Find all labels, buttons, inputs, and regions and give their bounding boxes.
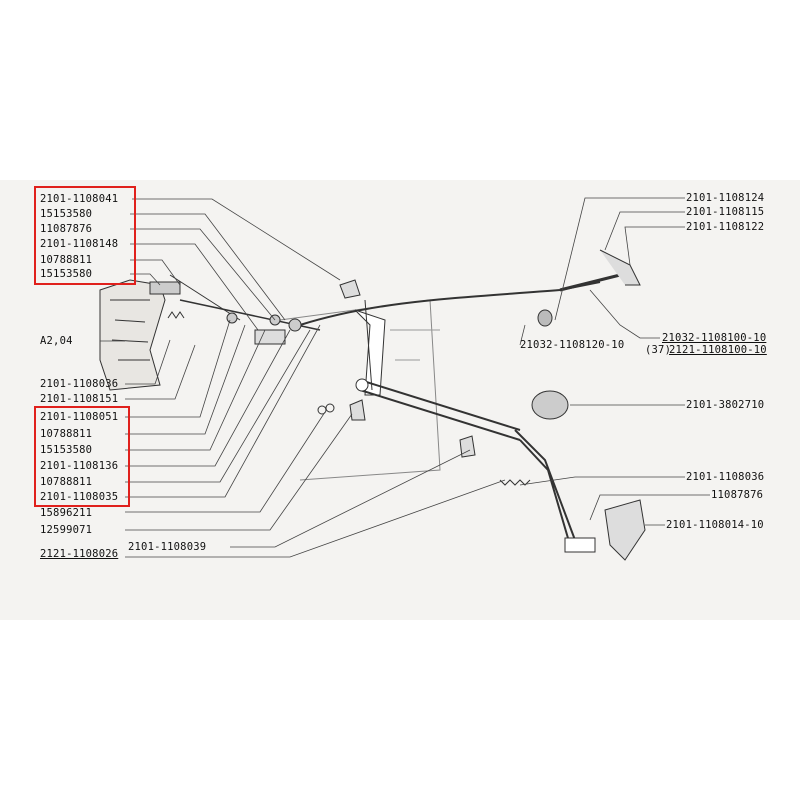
part-number-prefix: (37): [645, 344, 672, 356]
part-number-label: 15153580: [40, 268, 93, 280]
pedal-arm: [515, 430, 590, 548]
highlight-box-top: [34, 186, 136, 285]
part-number-label: 11087876: [40, 223, 93, 235]
part-number-label: 2101-1108151: [40, 393, 119, 405]
part-number-label: 2101-1108124: [686, 192, 765, 204]
grommet: [532, 391, 568, 419]
part-number-label: 10788811: [40, 428, 93, 440]
part-number-label: 10788811: [40, 254, 93, 266]
part-number-label: 12599071: [40, 524, 93, 536]
part-number-label: 11087876: [711, 489, 764, 501]
highlight-box-bottom: [34, 406, 130, 507]
part-number-label: 10788811: [40, 476, 93, 488]
part-number-label: 2121-1108026: [40, 548, 119, 560]
part-number-label: 2101-1108036: [40, 378, 119, 390]
part-number-label: 2101-1108035: [40, 491, 119, 503]
engine-block: [100, 280, 165, 390]
part-number-label: 15896211: [40, 507, 93, 519]
part-number-label: A2,04: [40, 335, 73, 347]
part-number-label: 2101-1108014-10: [666, 519, 764, 531]
part-number-label: 2101-1108039: [128, 541, 207, 553]
part-number-label: 2101-1108115: [686, 206, 765, 218]
part-number-label: 21032-1108100-10: [662, 332, 767, 344]
part-number-label: 15153580: [40, 208, 93, 220]
part-number-label: 2101-1108122: [686, 221, 765, 233]
part-number-label: 2101-1108041: [40, 193, 119, 205]
part-number-label: 2101-1108036: [686, 471, 765, 483]
pedal-pad: [605, 500, 645, 560]
part-number-label: 2101-3802710: [686, 399, 765, 411]
part-number-label: 15153580: [40, 444, 93, 456]
part-number-label: 2121-1108100-10: [669, 344, 767, 356]
part-number-label: 2101-1108051: [40, 411, 119, 423]
pedal-shaft: [360, 380, 520, 440]
part-number-label: 21032-1108120-10: [520, 339, 625, 351]
part-number-label: 2101-1108148: [40, 238, 119, 250]
part-number-label: 2101-1108136: [40, 460, 119, 472]
